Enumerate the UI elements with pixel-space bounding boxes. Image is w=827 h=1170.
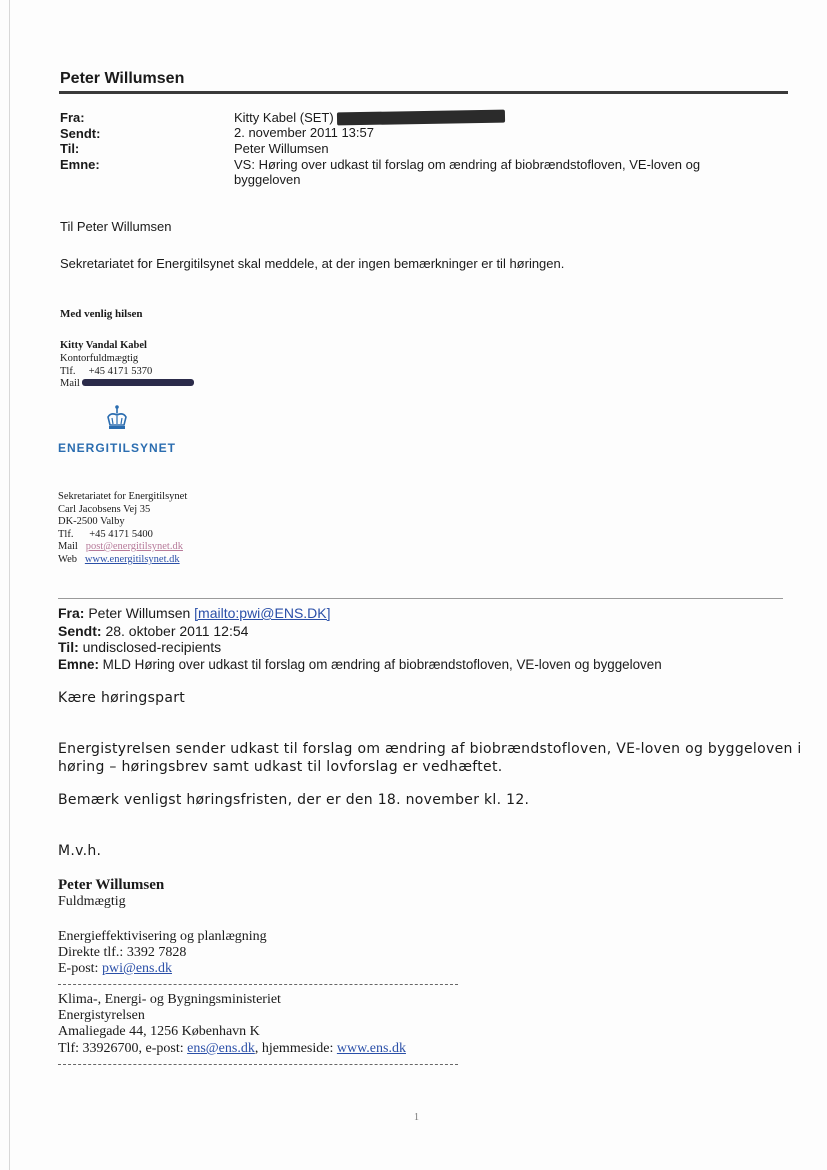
- page-edge: [9, 0, 10, 1170]
- sig-phone-label: Tlf.: [60, 366, 76, 377]
- fwd-to-value: undisclosed-recipients: [82, 639, 222, 655]
- sig-mail-label: Mail: [60, 378, 80, 389]
- fwd-contact-mid: , hjemmeside:: [254, 1041, 334, 1056]
- sig-phone: +45 4171 5370: [88, 366, 153, 377]
- reply-closing: Med venlig hilsen: [60, 308, 143, 320]
- sig-phone-row: [60, 366, 152, 379]
- fwd-direct-phone: 3392 7828: [126, 945, 187, 960]
- subject-value-line1: VS: Høring over udkast til forslag om ændring af biobrændstofloven, VE-loven og: [234, 157, 701, 172]
- fwd-email-row: [58, 961, 172, 977]
- title-rule: [59, 91, 788, 94]
- separator-line: [58, 598, 783, 599]
- dashed-separator-top: [58, 984, 458, 985]
- sig-name: Kitty Vandal Kabel: [60, 340, 147, 351]
- fwd-contact-row: [58, 1041, 406, 1057]
- sent-value: 2. november 2011 13:57: [234, 125, 374, 140]
- fwd-to-row: [58, 640, 221, 655]
- subject-value-line2: byggeloven: [234, 172, 301, 187]
- fwd-from-row: [58, 606, 331, 621]
- sig-mail-row: [60, 378, 194, 391]
- redacted-mail: [82, 379, 194, 386]
- fwd-sent-row: [58, 624, 248, 639]
- fwd-direct-row: [58, 945, 186, 961]
- fwd-ministry: Klima-, Energi- og Bygningsministeriet: [58, 992, 281, 1007]
- org-mail-row: [58, 541, 183, 554]
- fwd-email-label: E-post:: [58, 961, 99, 976]
- org-mail-link[interactable]: post@energitilsynet.dk: [85, 541, 183, 552]
- fwd-subject-value: MLD Høring over udkast til forslag om ændring af biobrændstofloven, VE-loven og byggeloven: [102, 657, 662, 672]
- fwd-contact-email-link[interactable]: ens@ens.dk: [187, 1041, 255, 1056]
- fwd-subject-label: Emne:: [58, 657, 99, 672]
- org-web-label: Web: [58, 554, 77, 565]
- fwd-para1-line1: Energistyrelsen sender udkast til forslag om ændring af biobrændstofloven, VE-loven og byggeloven i: [58, 741, 802, 757]
- org-phone-row: [58, 529, 153, 542]
- crown-logo-icon: [105, 404, 129, 432]
- org-mail-label: Mail: [58, 541, 78, 552]
- org-name: Sekretariatet for Energitilsynet: [58, 491, 188, 502]
- to-value: Peter Willumsen: [234, 141, 329, 156]
- page-title: Peter Willumsen: [60, 70, 185, 87]
- fwd-mailto-link[interactable]: [mailto:pwi@ENS.DK]: [194, 605, 331, 621]
- logo-wordmark: ENERGITILSYNET: [58, 441, 177, 455]
- fwd-contact-web-link[interactable]: www.ens.dk: [336, 1041, 406, 1056]
- fwd-sig-name: Peter Willumsen: [58, 877, 165, 893]
- fwd-subject-row: [58, 657, 662, 672]
- org-web-link[interactable]: www.energitilsynet.dk: [84, 554, 180, 565]
- fwd-sig-title: Fuldmægtig: [58, 894, 126, 909]
- fwd-agency: Energistyrelsen: [58, 1008, 145, 1023]
- fwd-sent-label: Sendt:: [58, 623, 102, 639]
- from-name: Kitty Kabel (SET): [234, 110, 334, 125]
- fwd-contact-prefix: Tlf: 33926700, e-post:: [58, 1041, 184, 1056]
- redacted-email: [337, 110, 505, 126]
- org-city: DK-2500 Valby: [58, 516, 125, 527]
- fwd-sent-value: 28. oktober 2011 12:54: [105, 623, 249, 639]
- fwd-para2: Bemærk venligst høringsfristen, der er den 18. november kl. 12.: [58, 792, 530, 808]
- fwd-address: Amaliegade 44, 1256 København K: [58, 1024, 260, 1039]
- org-phone-label: Tlf.: [58, 529, 74, 540]
- fwd-para1-line2: høring – høringsbrev samt udkast til lovforslag er vedhæftet.: [58, 759, 503, 775]
- fwd-from-value: Peter Willumsen: [88, 605, 191, 621]
- fwd-from-label: Fra:: [58, 605, 85, 621]
- sent-label: Sendt:: [60, 126, 101, 141]
- from-value: [234, 110, 505, 126]
- org-web-row: [58, 554, 180, 567]
- page-number: 1: [414, 1112, 419, 1123]
- org-street: Carl Jacobsens Vej 35: [58, 504, 151, 515]
- fwd-salutation: Kære høringspart: [58, 690, 186, 706]
- org-phone: +45 4171 5400: [89, 529, 153, 540]
- dashed-separator-bottom: [58, 1064, 458, 1065]
- fwd-sig-dept: Energieffektivisering og planlægning: [58, 929, 267, 944]
- fwd-email-link[interactable]: pwi@ens.dk: [101, 961, 173, 976]
- fwd-direct-label: Direkte tlf.:: [58, 945, 124, 960]
- subject-label: Emne:: [60, 157, 100, 172]
- sig-title: Kontorfuldmægtig: [60, 353, 139, 364]
- fwd-regards: M.v.h.: [58, 843, 102, 859]
- to-label: Til:: [60, 141, 80, 156]
- reply-message: Sekretariatet for Energitilsynet skal meddele, at der ingen bemærkninger er til høringen.: [60, 256, 565, 271]
- fwd-to-label: Til:: [58, 639, 79, 655]
- from-label: Fra:: [60, 110, 85, 125]
- reply-greeting: Til Peter Willumsen: [60, 219, 172, 234]
